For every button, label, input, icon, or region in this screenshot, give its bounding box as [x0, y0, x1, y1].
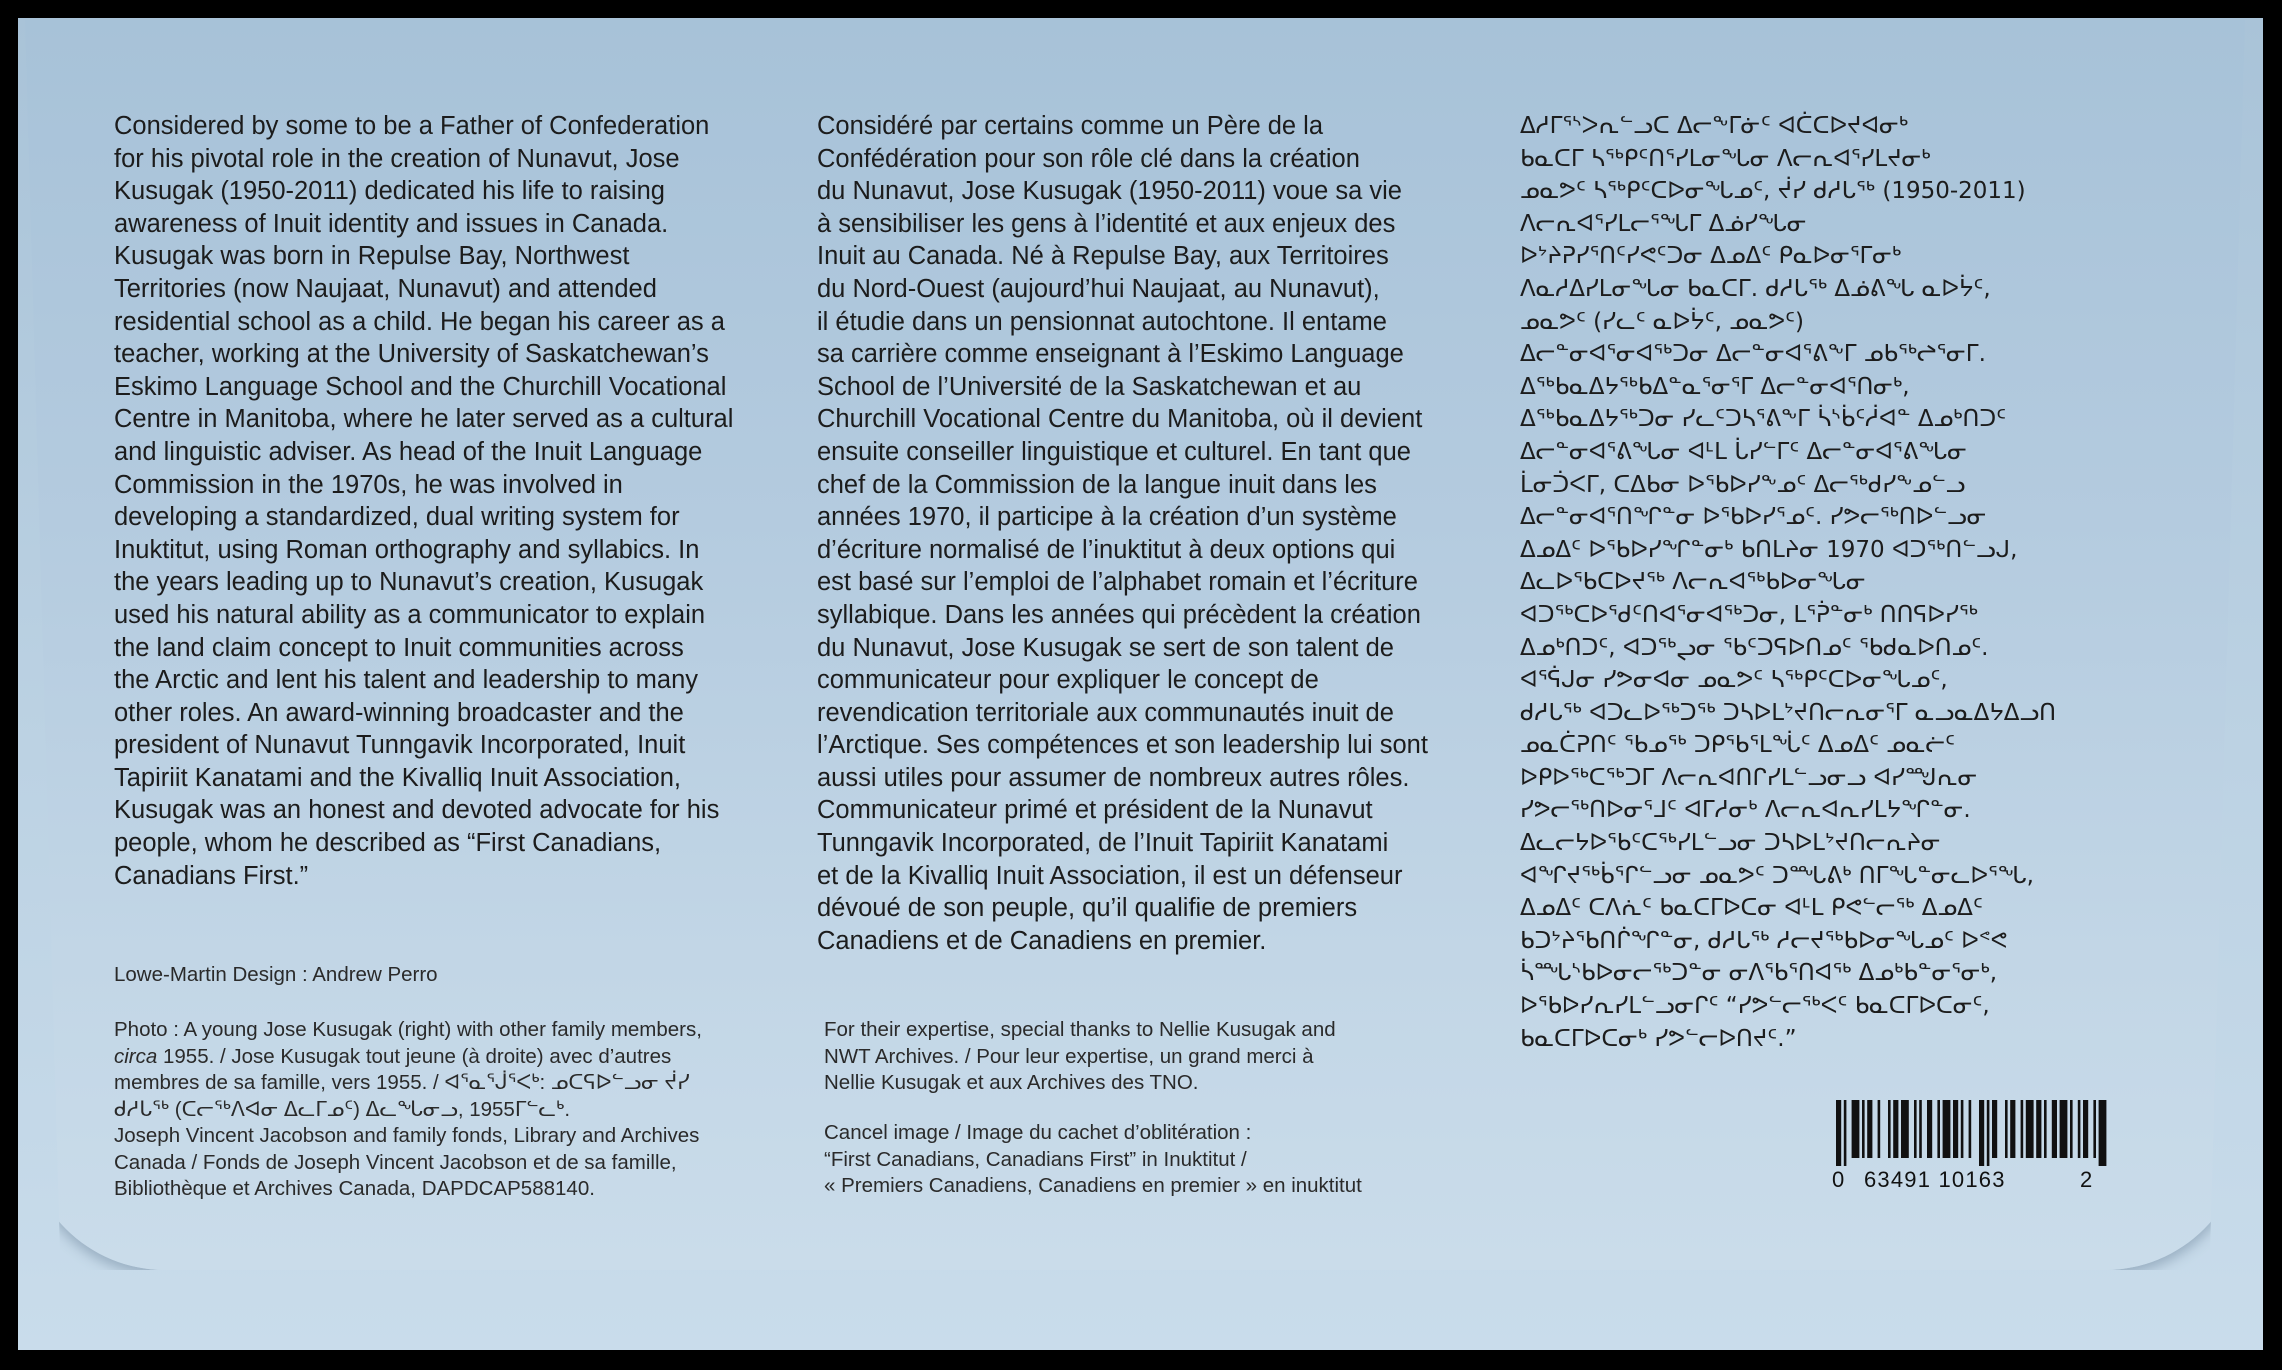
photo-credit-line: Bibliothèque et Archives Canada, DAPDCAP588140. [114, 1177, 595, 1200]
inuktitut-text-line: ᐱᓕᕆᐊᕐᓯᒪᓕᕐᖓᒥ ᐃᓅᓯᖓᓂ [1520, 210, 1807, 237]
barcode-bar [1888, 1100, 1891, 1158]
barcode-bar [2070, 1100, 2073, 1158]
french-text-line: ensuite conseiller linguistique et culturel. En tant que [817, 437, 1411, 466]
inuktitut-text-line: ᐊᑐᖅᑕᐅᖁᑦᑎᐊᕐᓂᐊᖅᑐᓂ, ᒪᕐᕉᓐᓂᒃ ᑎᑎᕋᐅᓯᖅ [1520, 601, 1978, 628]
barcode-last-digit: 2 [2080, 1167, 2093, 1192]
barcode-bar [1937, 1100, 1940, 1158]
barcode-bar [2026, 1100, 2034, 1158]
inuktitut-text-line: ᐃᓱᒥᕐᔅᐳᕆᓪᓗᑕ ᐃᓕᖕᒥᓃᑦ ᐊᑖᑕᐅᔪᐊᓂᒃ [1520, 113, 1909, 139]
barcode-bar [1953, 1100, 1958, 1158]
inuktitut-text-line: ᐊᕐᕌᒍᓂ ᓯᕗᓂᐊᓂ ᓄᓇᕗᑦ ᓴᖅᑭᑦᑕᐅᓂᖓᓄᑦ, [1520, 667, 1948, 694]
english-text-line: the years leading up to Nunavut’s creation, Kusugak [114, 568, 704, 597]
english-text-line: Commission in the 1970s, he was involved in [114, 470, 623, 499]
french-text-line: Considéré par certains comme un Père de la [817, 112, 1324, 140]
thanks-line: For their expertise, special thanks to Nellie Kusugak and [824, 1018, 1336, 1041]
barcode-bar [2052, 1100, 2057, 1158]
inuktitut-text-line: ᐅᑭᐅᖅᑕᖅᑐᒥ ᐱᓕᕆᐊᑎᒋᓯᒪᓪᓗᓂᓗ ᐊᓯᙳᕆᓂ [1520, 764, 1978, 791]
inuktitut-text-line: ᐃᓄᐃᑦ ᑕᐱᕇᑦ ᑲᓇᑕᒥᐅᑕᓂ ᐊᒻᒪ ᑭᕙᓪᓕᖅ ᐃᓄᐃᑦ [1520, 895, 1983, 922]
english-text-line: Eskimo Language School and the Churchill Vocational [114, 372, 727, 401]
barcode-bar [2060, 1100, 2068, 1158]
inuktitut-text-line: ᓯᕗᓕᖅᑎᐅᓂᕐᒧᑦ ᐊᒥᓱᓂᒃ ᐱᓕᕆᐊᕆᓯᒪᔭᖏᓐᓂ. [1520, 797, 1971, 824]
english-text-line: Kusugak (1950-2011) dedicated his life to raising [114, 177, 665, 206]
inuktitut-text-line: ᓄᓇᕗᑦ ᓴᖅᑭᑦᑕᐅᓂᖓᓄᑦ, ᔫᓯ ᑯᓱᒐᖅ (1950-2011) [1520, 178, 2026, 205]
english-text-line: for his pivotal role in the creation of Nunavut, Jose [114, 144, 680, 173]
english-text-line: the Arctic and lent his talent and leadership to many [114, 666, 699, 695]
photo-credit-line: Joseph Vincent Jacobson and family fonds, Library and Archives [114, 1124, 700, 1147]
barcode-bar [2036, 1100, 2041, 1158]
cancel-image-note [824, 1120, 1464, 1200]
inuktitut-text-line: ᑲᓇᑕᒥᐅᑕᓂᒃ ᓯᕗᓪᓕᐅᑎᔪᑦ.” [1520, 1025, 1797, 1052]
french-text-line: sa carrière comme enseignant à l’Eskimo Language [817, 340, 1404, 369]
barcode-bar [2083, 1100, 2088, 1158]
french-text-line: Canadiens et de Canadiens en premier. [817, 926, 1267, 955]
english-text-line: Inuktitut, using Roman orthography and syllabics. In [114, 535, 700, 564]
inuktitut-text-line: ᐅᔾᔨᕈᓯᕐᑎᑦᓯᕙᑦᑐᓂ ᐃᓄᐃᑦ ᑭᓇᐅᓂᕐᒥᓂᒃ [1520, 243, 1902, 270]
inuktitut-text-line: ᐃᓕᓐᓂᐊᕐᕕᖓᓂ ᐊᒻᒪ ᒑᓯᓪᒥᑦ ᐃᓕᓐᓂᐊᕐᕕᖓᓂ [1520, 438, 1967, 465]
barcode-bar [1878, 1100, 1881, 1158]
french-text-line: à sensibiliser les gens à l’identité et aux enjeux des [817, 209, 1396, 238]
barcode-bar [1927, 1100, 1932, 1158]
printer-design-credits: Lowe-Martin Design : Andrew Perro [114, 963, 438, 986]
french-text-line: aussi utiles pour assumer de nombreux autres rôles. [817, 763, 1410, 792]
inuktitut-text-line: ᒫᓂᑑᐸᒥ, ᑕᐃᑲᓂ ᐅᖃᐅᓯᖕᓄᑦ ᐃᓕᖅᑯᓯᖕᓄᓪᓗ [1520, 471, 1966, 498]
french-text-line: School de l’Université de la Saskatchewan et au [817, 372, 1362, 401]
english-text-line: used his natural ability as a communicator to explain [114, 600, 706, 629]
inuktitut-text-line: ᐃᓄᐃᑦ ᐅᖃᐅᓯᖏᓐᓂᒃ ᑲᑎᒪᔨᓂ 1970 ᐊᑐᖅᑎᓪᓗᒍ, [1520, 536, 2018, 563]
english-text-line: Tapiriit Kanatami and the Kivalliq Inuit Association, [114, 763, 681, 792]
french-text-line: communicateur pour expliquer le concept de [817, 666, 1319, 695]
inuktitut-biography [1520, 110, 2120, 1055]
thanks-line: Nellie Kusugak et aux Archives des TNO. [824, 1071, 1199, 1094]
photo-credit-line: ᑯᓱᒐᖅ (ᑕᓕᖅᐱᐊᓂ ᐃᓚᒥᓄᑦ) ᐃᓚᖓᓂᓗ, 1955ᒥᓪᓚᒃ. [114, 1097, 571, 1121]
photo-credit-line: circa 1955. / Jose Kusugak tout jeune (à droite) avec d’autres [114, 1044, 672, 1068]
inuktitut-text-line: ᑲᓇᑕᒥ ᓴᖅᑭᑦᑎᕐᓯᒪᓂᖓᓂ ᐱᓕᕆᐊᕐᓯᒪᔪᓂᒃ [1520, 145, 1931, 172]
inuktitut-text-line: ᐱᓇᓱᐃᓯᒪᓂᖓᓂ ᑲᓇᑕᒥ. ᑯᓱᒐᖅ ᐃᓅᕕᖓ ᓇᐅᔮᑦ, [1520, 275, 1991, 302]
inuktitut-text-line: ᓄᓇᕗᑦ (ᓯᓚᑦ ᓇᐅᔮᑦ, ᓄᓇᕗᑦ) [1520, 308, 1805, 335]
inuktitut-text-line: ᐃᓕᓐᓂᐊᕐᑎᖏᓐᓂ ᐅᖃᐅᓯᕐᓄᑦ. ᓯᕗᓕᖅᑎᐅᓪᓗᓂ [1520, 504, 1987, 531]
barcode-bar [1852, 1100, 1860, 1158]
english-text-line: Kusugak was born in Repulse Bay, Northwest [114, 242, 630, 271]
cancel-image-line: Cancel image / Image du cachet d’oblitération : [824, 1121, 1252, 1144]
english-biography [114, 110, 794, 892]
english-text-line: other roles. An award-winning broadcaster and the [114, 698, 684, 727]
inuktitut-text-line: ᐃᖅᑲᓇᐃᔭᖅᑐᓂ ᓯᓚᑦᑐᓴᕐᕕᖕᒥ ᓵᔅᑳᑦᓲᐊᓐ ᐃᓄᒃᑎᑐᑦ [1520, 406, 2007, 433]
french-text-line: Communicateur primé et président de la Nunavut [817, 796, 1373, 825]
english-text-line: Considered by some to be a Father of Confederation [114, 112, 710, 140]
english-text-line: developing a standardized, dual writing system for [114, 503, 680, 532]
barcode-bar [1979, 1100, 1984, 1166]
barcode-bar [1969, 1100, 1972, 1158]
cancel-image-line: “First Canadians, Canadians First” in Inuktitut / [824, 1147, 1247, 1171]
photo-credit [114, 1017, 774, 1203]
french-text-line: il étudie dans un pensionnat autochtone. Il entame [817, 307, 1387, 336]
barcode-first-digit: 0 [1832, 1167, 1845, 1192]
french-text-line: dévoué de son peuple, qu’il qualifie de premiers [817, 894, 1358, 923]
english-text-line: people, whom he described as “First Canadians, [114, 829, 662, 858]
french-text-line: Confédération pour son rôle clé dans la création [817, 144, 1360, 173]
french-text-line: syllabique. Dans les années qui précèdent la création [817, 600, 1421, 629]
french-text-line: d’écriture normalisé de l’inuktitut à deux options qui [817, 535, 1396, 564]
english-text-line: the land claim concept to Inuit communities across [114, 633, 684, 662]
english-text-line: and linguistic adviser. As head of the Inuit Language [114, 437, 703, 466]
barcode-bar [1919, 1100, 1922, 1158]
inuktitut-text-line: ᐃᓚᓕᔭᐅᖃᑦᑕᖅᓯᒪᓪᓗᓂ ᑐᓴᐅᒪᔾᔪᑎᓕᕆᔨᓂ [1520, 830, 1941, 857]
french-biography [817, 110, 1497, 957]
photo-credit-line: Photo : A young Jose Kusugak (right) with other family members, [114, 1018, 702, 1041]
french-text-line: chef de la Commission de la langue inuit dans les [817, 470, 1377, 499]
barcode-bar [2044, 1100, 2047, 1158]
inuktitut-text-line: ᑲᑐᔾᔨᖃᑎᒌᖏᓐᓂ, ᑯᓱᒐᖅ ᓱᓕᔪᖅᑲᐅᓂᖓᓄᑦ ᐅᕝᕙ [1520, 927, 2008, 954]
barcode-bar [1867, 1100, 1872, 1158]
inuktitut-text-line: ᐃᓄᒃᑎᑐᑦ, ᐊᑐᖅᖢᓂ ᖃᑦᑐᕋᐅᑎᓄᑦ ᖃᑯᓇᐅᑎᓄᑦ. [1520, 634, 1989, 661]
barcode-bar [1844, 1100, 1847, 1166]
barcode-bar [1862, 1100, 1865, 1158]
french-text-line: Tunngavik Incorporated, de l’Inuit Tapiriit Kanatami [817, 829, 1389, 858]
cancel-image-line: « Premiers Canadiens, Canadiens en premier » en inuktitut [824, 1174, 1362, 1197]
barcode-bar [2010, 1100, 2015, 1158]
inuktitut-text-line: ᐃᖅᑲᓇᐃᔭᖅᑲᐃᓐᓇᕐᓂᕐᒥ ᐃᓕᓐᓂᐊᕐᑎᓂᒃ, [1520, 373, 1910, 400]
english-text-line: Kusugak was an honest and devoted advocate for his [114, 796, 720, 825]
inuktitut-text-line: ᑯᓱᒐᖅ ᐊᑐᓚᐅᖅᑐᖅ ᑐᓴᐅᒪᔾᔪᑎᓕᕆᓂᕐᒥ ᓇᓗᓇᐃᔭᐃᓗᑎ [1520, 699, 2056, 726]
barcode-bar [1836, 1100, 1841, 1166]
english-text-line: residential school as a child. He began his career as a [114, 307, 725, 336]
barcode-bar [1914, 1100, 1917, 1158]
inuktitut-text-line: ᐃᓚᐅᖃᑕᐅᔪᖅ ᐱᓕᕆᐊᖅᑲᐅᓂᖓᓂ [1520, 569, 1866, 596]
inuktitut-text-line: ᓄᓇᑖᕈᑎᑦ ᖃᓄᖅ ᑐᑭᖃᕐᒪᖔᑦ ᐃᓄᐃᑦ ᓄᓇᓖᑦ [1520, 732, 1956, 759]
photo-credit-line: membres de sa famille, vers 1955. / ᐊᕐᓇᕐᒎᕐᐸᒃ: ᓄᑕᕋᐅᓪᓗᓂ ᔫᓯ [114, 1071, 690, 1094]
barcode-bar [1901, 1100, 1909, 1158]
english-text-line: teacher, working at the University of Saskatchewan’s [114, 340, 709, 369]
english-text-line: Territories (now Naujaat, Nunavut) and attended [114, 274, 657, 303]
english-text-line: president of Nunavut Tunngavik Incorporated, Inuit [114, 731, 686, 760]
barcode-bar [1943, 1100, 1951, 1158]
french-text-line: années 1970, il participe à la création d’un système [817, 503, 1397, 532]
thanks-line: NWT Archives. / Pour leur expertise, un grand merci à [824, 1044, 1314, 1068]
inuktitut-text-line: ᓵᙵᔅᑲᐅᓂᓕᖅᑐᓐᓂ ᓂᐱᖃᕐᑎᐊᖅ ᐃᓄᒃᑲᓐᓂᕐᓂᒃ, [1520, 960, 1998, 987]
barcode-bar [1987, 1100, 1990, 1166]
barcode-bar [2099, 1100, 2107, 1166]
inuktitut-text-line: ᐅᖃᐅᓯᕆᓯᒪᓪᓗᓂᒋᑦ “ᓯᕗᓪᓕᖅᐸᑦ ᑲᓇᑕᒥᐅᑕᓂᑦ, [1520, 993, 1990, 1020]
barcode-bar [1992, 1100, 1997, 1158]
english-text-line: Canadians First.” [114, 861, 309, 890]
french-text-line: du Nord-Ouest (aujourd’hui Naujaat, au Nunavut), [817, 274, 1380, 303]
acknowledgements [824, 1017, 1464, 1097]
french-text-line: l’Arctique. Ses compétences et son leadership lui sont [817, 731, 1428, 760]
inuktitut-text-line: ᐊᖏᔪᖅᑳᕐᒋᓪᓗᓂ ᓄᓇᕗᑦ ᑐᙵᕕᒃ ᑎᒥᖓᓐᓂᓚᐅᕐᖓ, [1520, 862, 2034, 889]
french-text-line: du Nunavut, Jose Kusugak (1950-2011) voue sa vie [817, 177, 1402, 206]
barcode-bar [2021, 1100, 2024, 1158]
french-text-line: du Nunavut, Jose Kusugak se sert de son talent de [817, 633, 1394, 662]
barcode-bar [1961, 1100, 1964, 1158]
photo-credit-line: Canada / Fonds de Joseph Vincent Jacobson et de sa famille, [114, 1150, 677, 1174]
barcode-main-digits: 63491 10163 [1864, 1167, 2006, 1192]
french-text-line: et de la Kivalliq Inuit Association, il est un défenseur [817, 861, 1403, 890]
inuktitut-text-line: ᐃᓕᓐᓂᐊᕐᓂᐊᖅᑐᓂ ᐃᓕᓐᓂᐊᕐᕕᖕᒥ ᓄᑲᖅᖠᕐᓂᒥ. [1520, 341, 1986, 368]
barcode-bar [2093, 1100, 2096, 1158]
barcode-bar [2078, 1100, 2081, 1158]
french-text-line: est basé sur l’emploi de l’alphabet romain et l’écriture [817, 568, 1418, 597]
barcode-bar [2005, 1100, 2008, 1158]
english-text-line: awareness of Inuit identity and issues in Canada. [114, 209, 669, 238]
english-text-line: Centre in Manitoba, where he later served as a cultural [114, 405, 734, 434]
barcode-bar [1893, 1100, 1898, 1158]
french-text-line: revendication territoriale aux communautés inuit de [817, 698, 1394, 727]
french-text-line: Churchill Vocational Centre du Manitoba, où il devient [817, 405, 1423, 434]
french-text-line: Inuit au Canada. Né à Repulse Bay, aux Territoires [817, 242, 1389, 271]
